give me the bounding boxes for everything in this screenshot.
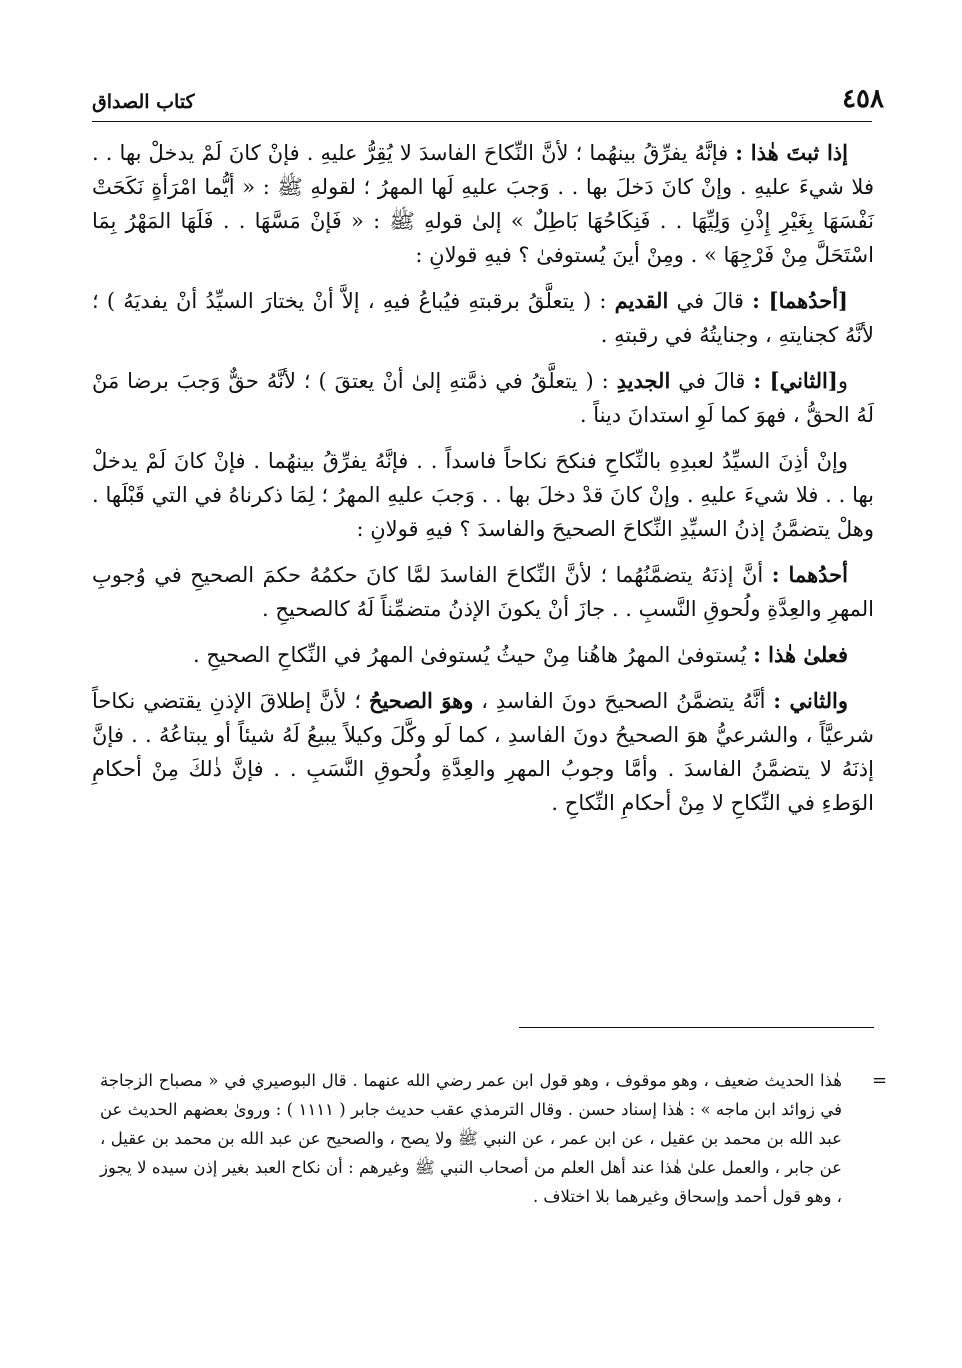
main-text xyxy=(92,136,874,832)
paragraph-3-term: الجديدِ xyxy=(616,368,671,393)
paragraph-3-lead: [الثاني] : xyxy=(753,368,838,393)
paragraph-2 xyxy=(92,284,874,352)
paragraph-2-mid: قالَ في xyxy=(676,289,744,313)
paragraph-1 xyxy=(92,136,874,272)
paragraph-5-lead: أحدُهما : xyxy=(771,562,848,587)
paragraph-2-term: القديم xyxy=(614,288,669,313)
paragraph-7-lead: والثاني : xyxy=(773,688,848,713)
paragraph-1-text: فإنَّهُ يفرِّقُ بينهُما ؛ لأنَّ النِّكاحَ الفاسدَ لا يُقِرُّ عليهِ . فإنْ كانَ لَمْ يدخلْ بها . . فلا شيءَ عليهِ . وإنْ كانَ دَخلَ بها . . وَجبَ عليهِ لَها المهرُ ؛ لقولهِ ﷺ : « أيُّما امْرَأةٍ نَكَحَتْ نَفْسَهَا بِغَيْرِ إِذْنِ وَلِيِّهَا . . فَنِكَاحُهَا بَاطِلٌ » إلىٰ قولهِ ﷺ : « فَإنْ مَسَّهَا . . فَلَهَا المَهْرُ بِمَا اسْتَحَلَّ مِنْ فَرْجِهَا » . ومِنْ أينَ يُستوفىٰ ؟ فيهِ قولانِ : xyxy=(92,141,874,267)
paragraph-7-text-2: ؛ لأنَّ إطلاقَ الإذنِ يقتضي نكاحاً شرعيَّاً ، والشرعيُّ هوَ الصحيحُ دونَ الفاسدِ ، كما لَو وكَّلَ وكيلاً يبيعُ لَهُ شيئاً أو يبتاعُهُ . . فإنَّ إذنَهُ لا يتضمَّنُ الفاسدَ . وأمَّا وجوبُ المهرِ والعِدَّةِ ولُحوقِ النَّسَبِ . . فإنَّ ذٰلكَ مِنْ أحكامِ الوَطءِ في النِّكاحِ لا مِنْ أحكامِ النِّكاحِ . xyxy=(92,689,874,815)
paragraph-4 xyxy=(92,444,874,546)
paragraph-6-text: يُستوفىٰ المهرُ هاهُنا مِنْ حيثُ يُستوفىٰ المهرُ في النِّكاحِ الصحيحِ . xyxy=(193,643,747,667)
paragraph-3-mid: قالَ في xyxy=(678,369,746,393)
running-title: كتاب الصداق xyxy=(92,91,195,113)
paragraph-4-text: وإنْ أذِنَ السيِّدُ لعبدِهِ بالنِّكاحِ فنكحَ نكاحاً فاسداً . . فإنَّهُ يفرِّقُ بينهُما . فإنْ كانَ لَمْ يدخلْ بها . . فلا شيءَ عليهِ . وإنْ كانَ قدْ دخلَ بها . . وَجبَ عليهِ المهرُ ؛ لِمَا ذكرناهُ في التي قَبْلَها . وهلْ يتضمَّنُ إذنُ السيِّدِ النِّكاحَ الصحيحَ والفاسدَ ؟ فيهِ قولانِ : xyxy=(92,449,874,541)
footnote-rule xyxy=(519,1027,874,1028)
footnote xyxy=(100,1066,842,1211)
paragraph-5-text: أنَّ إذنَهُ يتضمَّنُهُما ؛ لأنَّ النِّكاحَ الفاسدَ لمَّا كانَ حكمُهُ حكمَ الصحيحِ في وُجوبِ المهرِ والعِدَّةِ ولُحوقِ النَّسبِ . . جازَ أنْ يكونَ الإذنُ متضمِّناً لَهُ كالصحيحِ . xyxy=(92,563,874,621)
paragraph-6 xyxy=(92,638,874,672)
footnote-continuation-mark: = xyxy=(872,1070,888,1091)
paragraph-2-lead: [أحدُهما] : xyxy=(752,288,848,313)
paragraph-2-text: : ( يتعلَّقُ برقبتهِ فيُباعُ فيهِ ، إلاَّ أنْ يختارَ السيِّدُ أنْ يفديَهُ ) ؛ لأنَّهُ كجنايتهِ ، وجنايتُهُ في رقبتهِ . xyxy=(92,289,874,347)
header-rule xyxy=(92,121,872,122)
paragraph-7-term: وهوَ الصحيحُ xyxy=(368,688,474,713)
page-number: ٤٥٨ xyxy=(842,84,884,114)
paragraph-7 xyxy=(92,684,874,820)
paragraph-6-lead: فعلىٰ هٰذا : xyxy=(753,642,848,667)
paragraph-1-lead: إذا ثبتَ هٰذا : xyxy=(735,140,848,165)
paragraph-5 xyxy=(92,558,874,626)
page-header xyxy=(92,84,884,118)
footnote-text: هٰذا الحديث ضعيف ، وهو موقوف ، وهو قول ابن عمر رضي الله عنهما . قال البوصيري في « مصباح الزجاجة في زوائد ابن ماجه » : هٰذا إسناد حسن . وقال الترمذي عقب حديث جابر ( ١١١١ ) : وروىٰ بعضهم الحديث عن عبد الله بن محمد بن عقيل ، عن ابن عمر ، عن النبي ﷺ ولا يصح ، والصحيح عن عبد الله بن محمد بن عقيل ، عن جابر ، والعمل علىٰ هٰذا عند أهل العلم من أصحاب النبي ﷺ وغيرهم : أن نكاح العبد بغير إذن سيده لا يجوز ، وهو قول أحمد وإسحاق وغيرهما بلا اختلاف . xyxy=(100,1071,842,1206)
paragraph-7-text-1: أنَّهُ يتضمَّنُ الصحيحَ دونَ الفاسدِ ، xyxy=(481,689,766,713)
paragraph-3-text: : ( يتعلَّقُ في ذمَّتهِ إلىٰ أنْ يعتقَ ) ؛ لأنَّهُ حقٌّ وَجبَ برضا مَنْ لَهُ الحقُّ ، فهوَ كما لَوِ استدانَ ديناً . xyxy=(92,369,874,427)
paragraph-3 xyxy=(92,364,874,432)
paragraph-3-prefix: و xyxy=(837,369,848,393)
